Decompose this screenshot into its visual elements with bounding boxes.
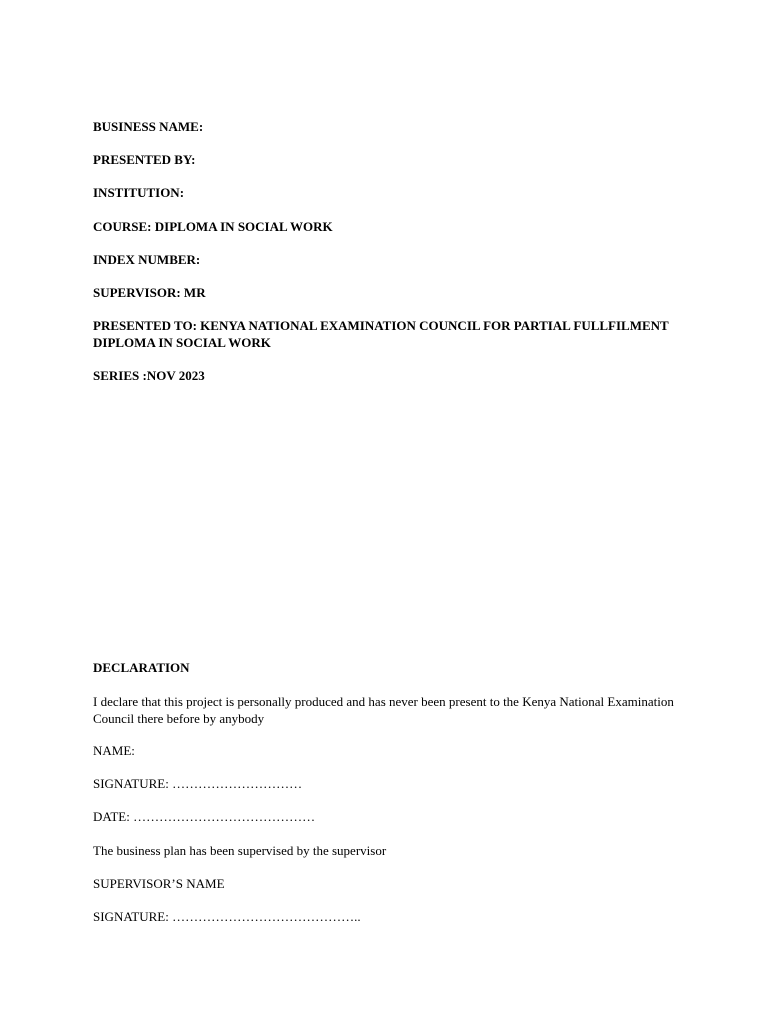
index-number-label: INDEX NUMBER:	[93, 252, 201, 267]
supervised-statement: The business plan has been supervised by the supervisor	[93, 843, 387, 858]
supervisor-label: SUPERVISOR: MR	[93, 285, 206, 300]
declarant-signature-line: SIGNATURE: …………………………	[93, 776, 303, 791]
supervisor-name-label: SUPERVISOR’S NAME	[93, 876, 225, 891]
presented-to-label: PRESENTED TO: KENYA NATIONAL EXAMINATION COUNCIL FOR PARTIAL FULLFILMENT DIPLOMA IN SOCIAL WORK	[93, 318, 669, 350]
presented-by-label: PRESENTED BY:	[93, 152, 196, 167]
course-label: COURSE: DIPLOMA IN SOCIAL WORK	[93, 219, 333, 234]
series-label: SERIES :NOV 2023	[93, 368, 205, 383]
institution-label: INSTITUTION:	[93, 185, 185, 200]
business-name-label: BUSINESS NAME:	[93, 119, 204, 134]
declaration-statement: I declare that this project is personally produced and has never been present to the Kenya National Examination Council there before by anybody	[93, 694, 674, 726]
declarant-name-label: NAME:	[93, 743, 135, 758]
supervisor-signature-line: SIGNATURE: ……………………………………..	[93, 909, 361, 924]
declaration-date-line: DATE: ……………………………………	[93, 809, 316, 824]
declaration-heading: DECLARATION	[93, 660, 190, 675]
